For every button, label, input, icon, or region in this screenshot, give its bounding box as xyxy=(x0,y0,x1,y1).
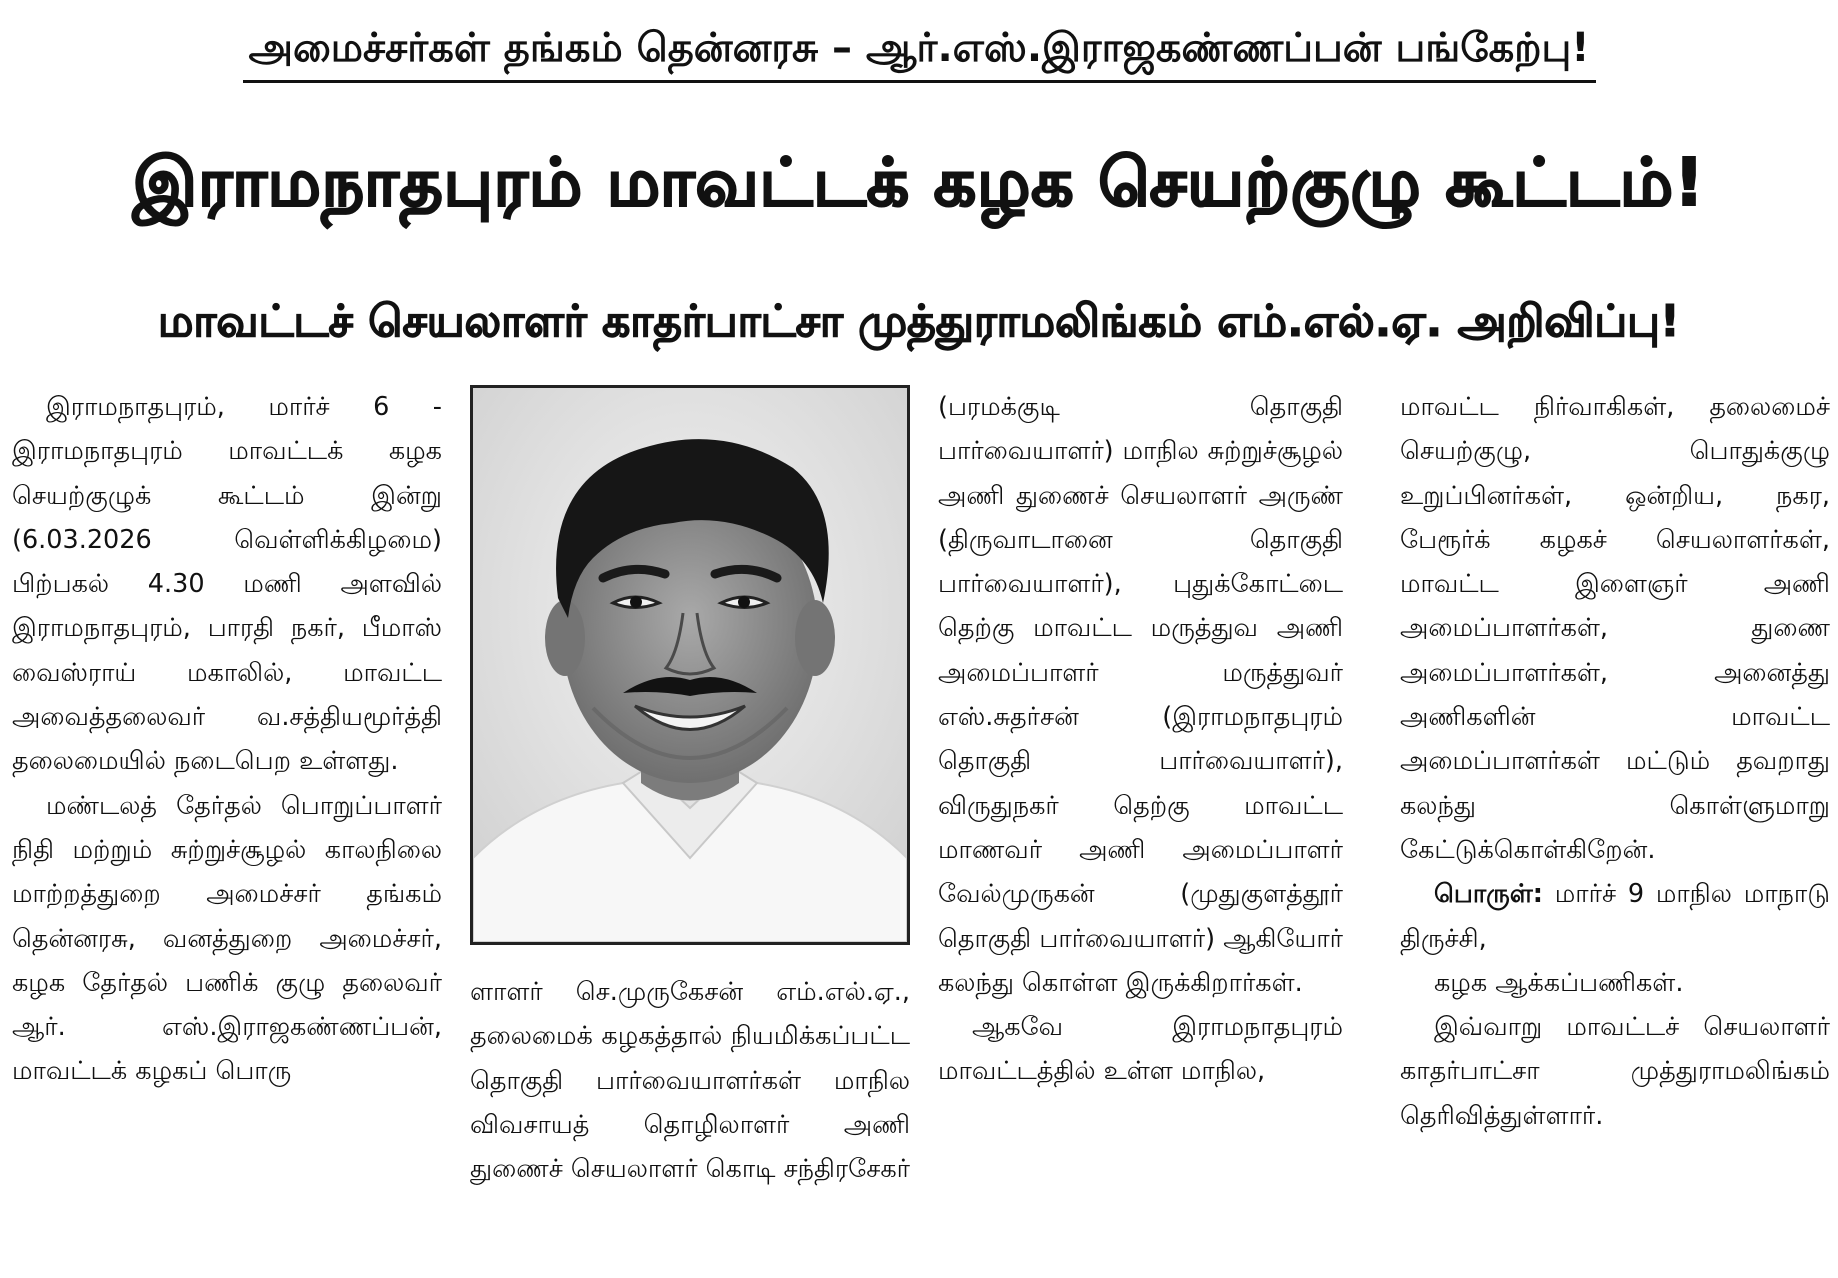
subject-text: மார்ச் 9 மாநில மாநாடு திருச்சி, xyxy=(1400,879,1831,954)
column-2 xyxy=(470,970,910,1191)
column-4-paragraph-2 xyxy=(1400,872,1830,961)
subheadline: மாவட்டச் செயலாளர் காதர்பாட்சா முத்துராமலிங்கம் எம்.எல்.ஏ. அறிவிப்பு! xyxy=(158,296,1680,347)
portrait-photo xyxy=(470,385,910,945)
column-3-paragraph-1: (பரமக்குடி தொகுதி பார்வையாளர்) மாநில சுற்றுச்சூழல் அணி துணைச் செயலாளர் அருண் (திருவாடானை தொகுதி பார்வையாளர்), புதுக்கோட்டை தெற்கு மாவட்ட மருத்துவ அணி அமைப்பாளர் மருத்துவர் எஸ்.சுதர்சன் (இராமநாதபுரம் தொகுதி பார்வையாளர்), விருதுநகர் தெற்கு மாவட்ட மாணவர் அணி அமைப்பாளர் வேல்முருகன் (முதுகுளத்தூர் தொகுதி பார்வையாளர்) ஆகியோர் கலந்து கொள்ள இருக்கிறார்கள். xyxy=(938,392,1343,998)
column-4-paragraph-3: கழக ஆக்கப்பணிகள். xyxy=(1434,967,1684,998)
column-4 xyxy=(1400,385,1830,1138)
column-3 xyxy=(938,385,1343,1094)
portrait-illustration xyxy=(473,388,907,942)
column-4-paragraph-4: இவ்வாறு மாவட்டச் செயலாளர் காதர்பாட்சா முத்துராமலிங்கம் தெரிவித்துள்ளார். xyxy=(1400,1012,1830,1131)
headline: இராமநாதபுரம் மாவட்டக் கழக செயற்குழு கூட்டம்! xyxy=(132,144,1706,221)
column-1 xyxy=(12,385,442,1094)
column-4-paragraph-1: மாவட்ட நிர்வாகிகள், தலைமைச் செயற்குழு, பொதுக்குழு உறுப்பினர்கள், ஒன்றிய, நகர, பேரூர்க் கழகச் செயலாளர்கள், மாவட்ட இளைஞர் அணி அமைப்பாளர்கள், துணை அமைப்பாளர்கள், அனைத்து அணிகளின் மாவட்ட அமைப்பாளர்கள் மட்டும் தவறாது கலந்து கொள்ளுமாறு கேட்டுக்கொள்கிறேன். xyxy=(1400,392,1830,865)
column-1-paragraph-1: இராமநாதபுரம், மார்ச் 6 - இராமநாதபுரம் மாவட்டக் கழக செயற்குழுக் கூட்டம் இன்று (6.03.2026 வெள்ளிக்கிழமை) பிற்பகல் 4.30 மணி அளவில் இராமநாதபுரம், பாரதி நகர், பீமாஸ் வைஸ்ராய் மகாலில், மாவட்ட அவைத்தலைவர் வ.சத்தியமூர்த்தி தலைமையில் நடைபெற உள்ளது. xyxy=(12,392,442,777)
subject-label: பொருள்: xyxy=(1434,879,1543,910)
kicker-text: அமைச்சர்கள் தங்கம் தென்னரசு – ஆர்.எஸ்.இராஜகண்ணப்பன் பங்கேற்பு! xyxy=(243,16,1596,83)
column-1-paragraph-2: மண்டலத் தேர்தல் பொறுப்பாளர் நிதி மற்றும் சுற்றுச்சூழல் காலநிலை மாற்றத்துறை அமைச்சர் தங்கம் தென்னரசு, வனத்துறை அமைச்சர், கழக தேர்தல் பணிக் குழு தலைவர் ஆர். எஸ்.இராஜகண்ணப்பன், மாவட்டக் கழகப் பொரு xyxy=(12,790,442,1087)
kicker-line xyxy=(0,8,1838,88)
column-2-paragraph-1: ளாளர் செ.முருகேசன் எம்.எல்.ஏ., தலைமைக் கழகத்தால் நியமிக்கப்பட்ட தொகுதி பார்வையாளர்கள் மாநில விவசாயத் தொழிலாளர் அணி துணைச் செயலாளர் கொடி சந்திரசேகர் xyxy=(470,977,910,1185)
column-3-paragraph-2: ஆகவே இராமநாதபுரம் மாவட்டத்தில் உள்ள மாநில, xyxy=(938,1012,1343,1087)
